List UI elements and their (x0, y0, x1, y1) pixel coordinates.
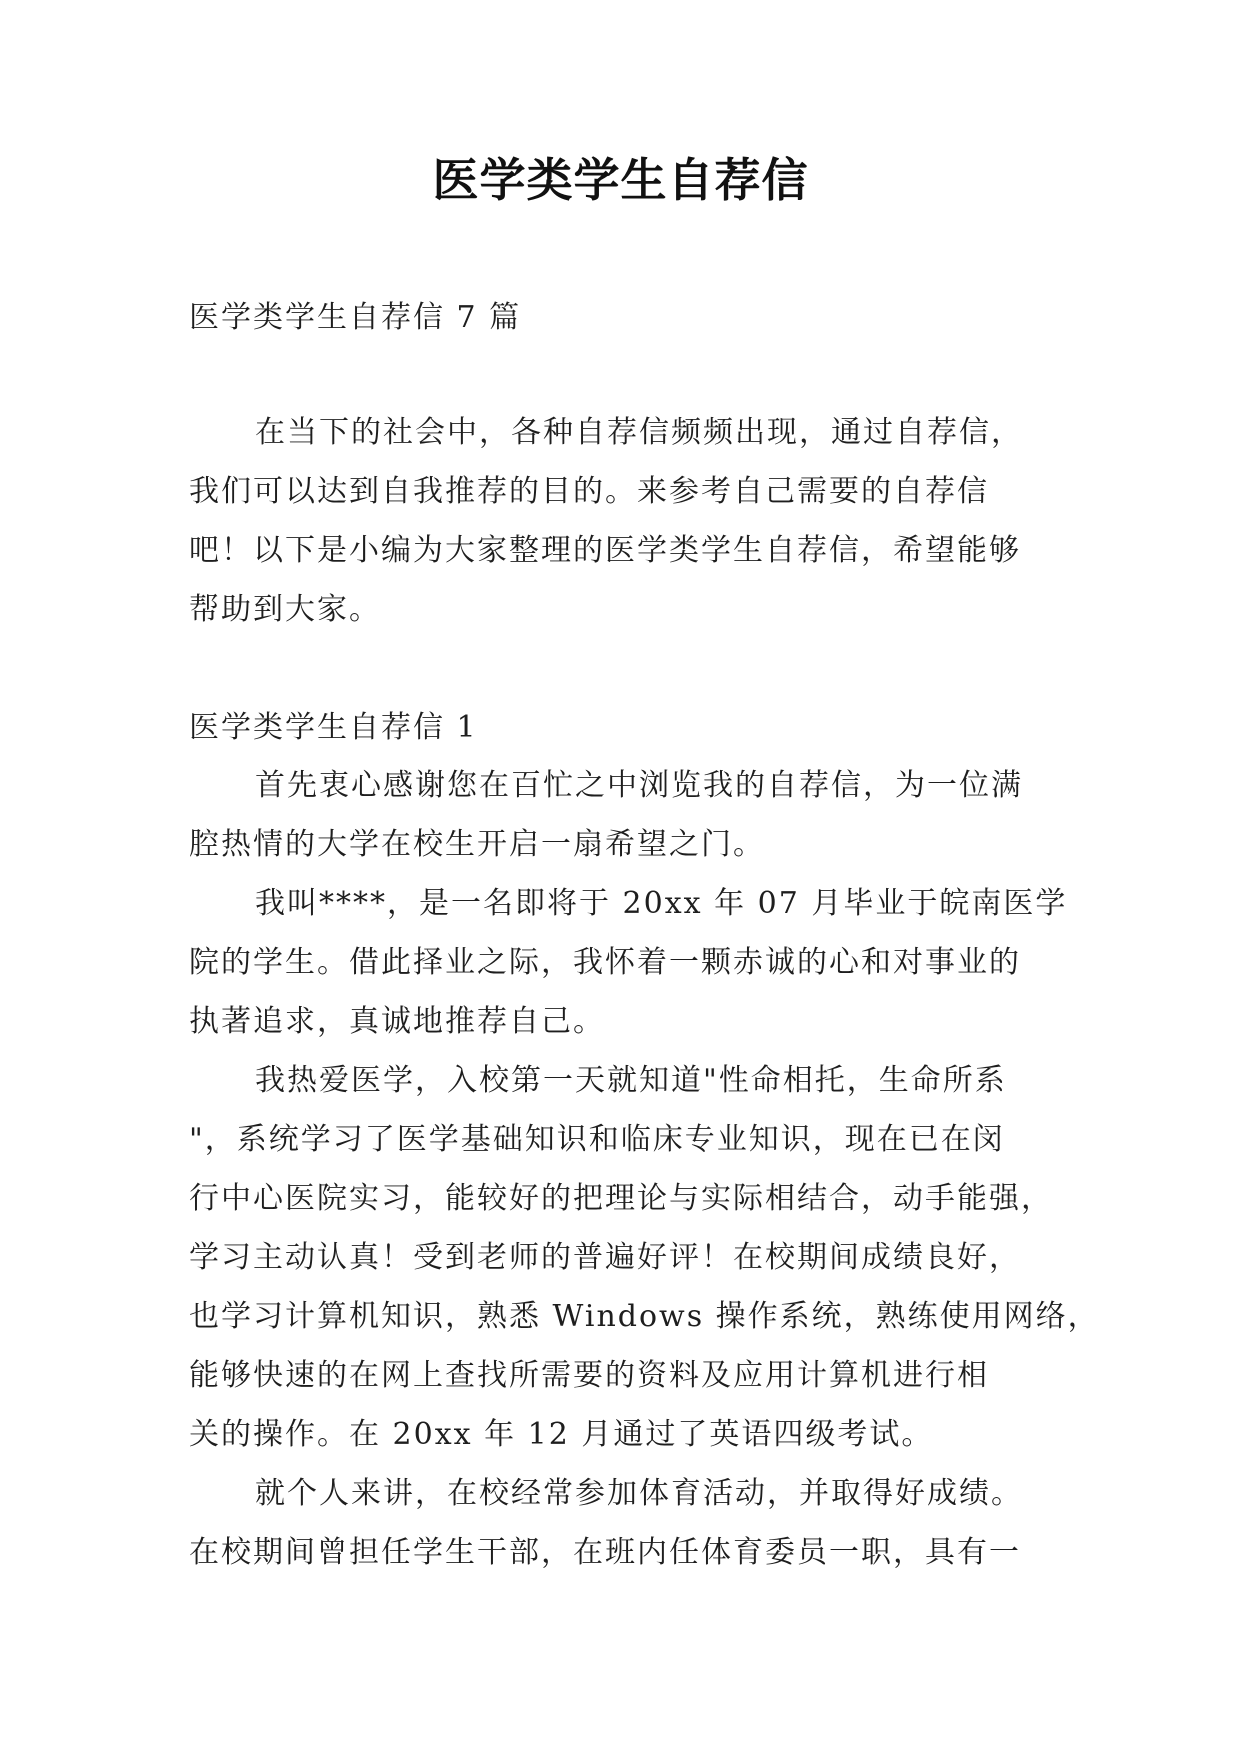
document-title: 医学类学生自荐信 (432, 153, 809, 207)
body-line: 行中心医院实习，能较好的把理论与实际相结合，动手能强， (189, 1181, 1053, 1216)
body-line: 执著追求，真诚地推荐自己。 (189, 1004, 605, 1039)
intro-line: 帮助到大家。 (189, 592, 381, 627)
body-line: 能够快速的在网上查找所需要的资料及应用计算机进行相 (189, 1358, 989, 1393)
body-line: 关的操作。在 20xx 年 12 月通过了英语四级考试。 (189, 1417, 934, 1452)
body-line: "，系统学习了医学基础知识和临床专业知识，现在已在闵 (189, 1122, 1005, 1157)
section-heading: 医学类学生自荐信 1 (189, 710, 478, 745)
body-line: 就个人来讲，在校经常参加体育活动，并取得好成绩。 (255, 1476, 1023, 1511)
body-line: 也学习计算机知识，熟悉 Windows 操作系统，熟练使用网络， (189, 1299, 1100, 1334)
body-line: 学习主动认真！受到老师的普遍好评！在校期间成绩良好， (189, 1240, 1021, 1275)
document-subtitle: 医学类学生自荐信 7 篇 (189, 300, 522, 335)
intro-line: 吧！以下是小编为大家整理的医学类学生自荐信，希望能够 (189, 533, 1021, 568)
body-line: 腔热情的大学在校生开启一扇希望之门。 (189, 827, 765, 862)
intro-line: 在当下的社会中，各种自荐信频频出现，通过自荐信， (255, 415, 1023, 450)
body-line: 我热爱医学，入校第一天就知道"性命相托，生命所系 (255, 1063, 1007, 1098)
body-line: 我叫****，是一名即将于 20xx 年 07 月毕业于皖南医学 (255, 886, 1068, 921)
body-line: 首先衷心感谢您在百忙之中浏览我的自荐信，为一位满 (255, 768, 1023, 803)
body-line: 院的学生。借此择业之际，我怀着一颗赤诚的心和对事业的 (189, 945, 1021, 980)
body-line: 在校期间曾担任学生干部，在班内任体育委员一职，具有一 (189, 1535, 1021, 1570)
intro-line: 我们可以达到自我推荐的目的。来参考自己需要的自荐信 (189, 474, 989, 509)
